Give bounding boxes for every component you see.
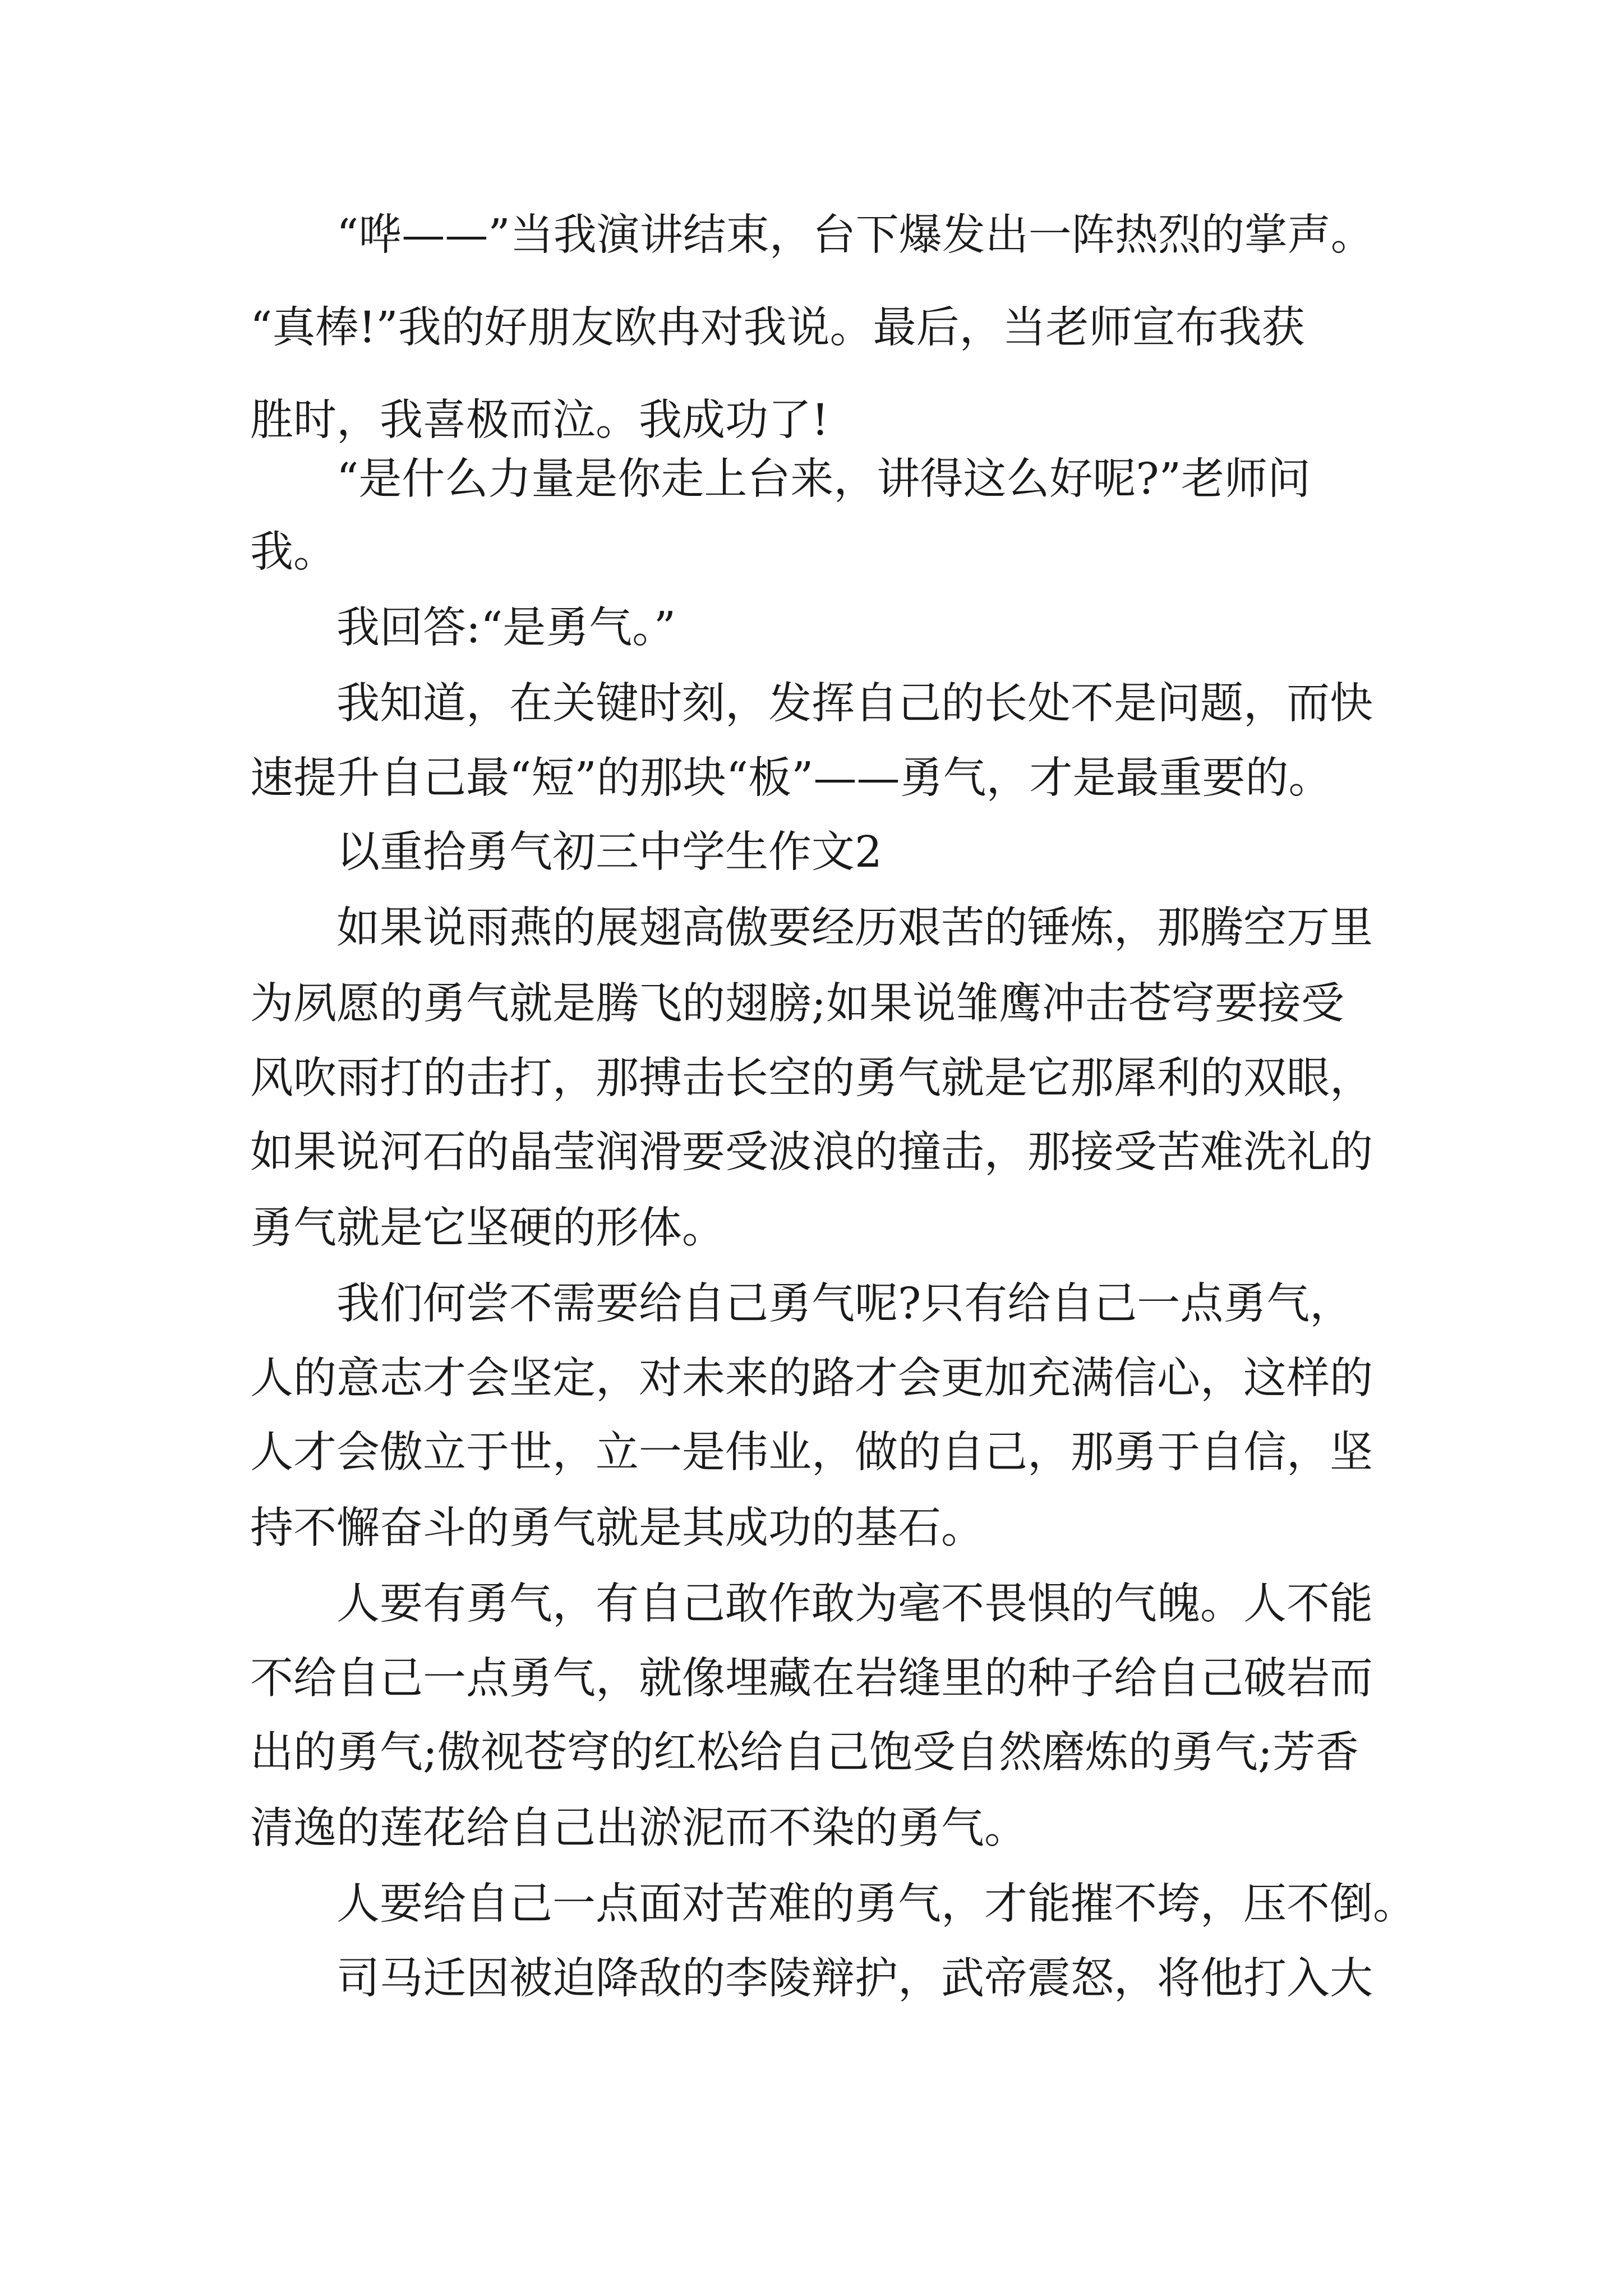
text-line: 人要有勇气，有自己敢作敢为毫不畏惧的气魄。人不能 (336, 1579, 1373, 1629)
text-line: 胜时，我喜极而泣。我成功了! (250, 395, 829, 445)
text-line: 勇气就是它坚硬的形体。 (250, 1203, 725, 1253)
text-line: 出的勇气;傲视苍穹的红松给自己饱受自然磨炼的勇气;芳香 (250, 1728, 1359, 1778)
text-line: 如果说河石的晶莹润滑要受波浪的撞击，那接受苦难洗礼的 (250, 1128, 1373, 1177)
text-line: 速提升自己最“短”的那块“板”——勇气，才是最重要的。 (250, 753, 1332, 803)
text-line: “真棒!”我的好朋友欧冉对我说。最后，当老师宣布我获 (250, 303, 1305, 353)
text-line: “哗——”当我演讲结束，台下爆发出一阵热烈的掌声。 (336, 210, 1374, 260)
text-line: 司马迁因被迫降敌的李陵辩护，武帝震怒，将他打入大 (336, 1954, 1373, 2004)
text-line: 我知道，在关键时刻，发挥自己的长处不是问题，而快 (336, 679, 1373, 729)
text-line: 清逸的莲花给自己出淤泥而不染的勇气。 (250, 1803, 1027, 1853)
text-line: 持不懈奋斗的勇气就是其成功的基石。 (250, 1503, 984, 1553)
text-line: 不给自己一点勇气，就像埋藏在岩缝里的种子给自己破岩而 (250, 1654, 1373, 1704)
text-line: 我回答:“是勇气。” (336, 603, 676, 653)
text-line: “是什么力量是你走上台来，讲得这么好呢?”老师问 (336, 454, 1311, 504)
text-line: 我。 (250, 527, 336, 577)
text-line: 如果说雨燕的展翅高傲要经历艰苦的锤炼，那腾空万里 (336, 903, 1373, 953)
text-line: 风吹雨打的击打，那搏击长空的勇气就是它那犀利的双眼， (250, 1053, 1373, 1103)
text-line: 人的意志才会坚定，对未来的路才会更加充满信心，这样的 (250, 1354, 1373, 1404)
text-line: 为夙愿的勇气就是腾飞的翅膀;如果说雏鹰冲击苍穹要接受 (250, 979, 1344, 1029)
text-line: 人才会傲立于世，立一是伟业，做的自己，那勇于自信，坚 (250, 1428, 1373, 1478)
text-line: 人要给自己一点面对苦难的勇气，才能摧不垮，压不倒。 (336, 1879, 1416, 1929)
text-line: 我们何尝不需要给自己勇气呢?只有给自己一点勇气， (336, 1279, 1353, 1329)
section-title: 以重拾勇气初三中学生作文2 (336, 827, 882, 877)
